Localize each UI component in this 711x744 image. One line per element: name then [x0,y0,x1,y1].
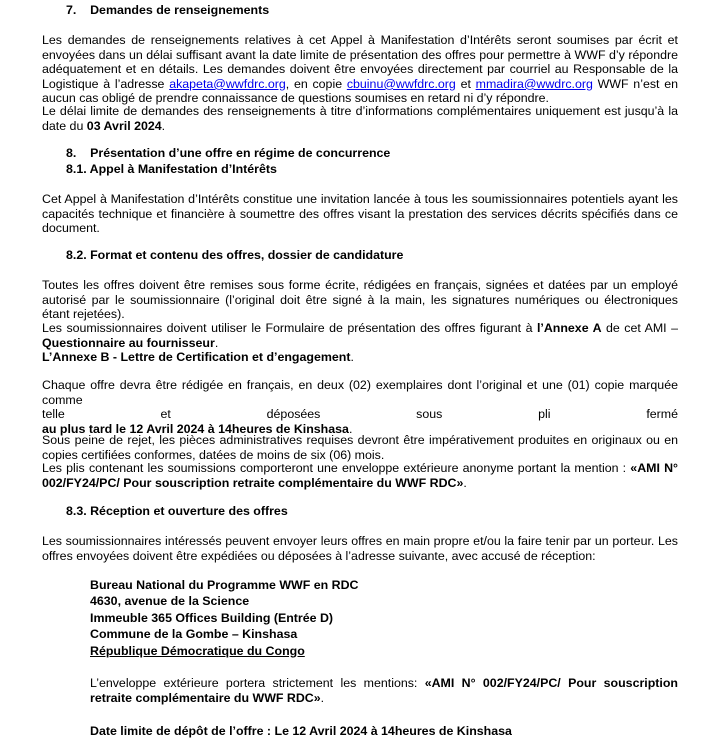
address-line: Bureau National du Programme WWF en RDC [90,578,359,592]
envelope-instructions: L’enveloppe extérieure portera strictement les mentions: «AMI N° 002/FY24/PC/ Pour souscription retraite complémentaire du WWF RDC». [90,676,678,705]
section-7-paragraph-2: Le délai limite de demandes des renseignements à titre d’informations complémentaires uniquement est jusqu’à la date du 03 Avril 2024. [42,104,678,133]
subsection-8-2-paragraph-4: Sous peine de rejet, les pièces administratives requises devront être impérativement produites en originaux ou en copies certifiées conformes, datées de moins de six (06) mois. [42,433,678,462]
subsection-8-2-paragraph-1: Toutes les offres doivent être remises sous forme écrite, rédigées en français, signées et datées par un employé autorisé par le soumissionnaire (l’original doit être signé à la main, les signatures numériques ou électroniques étant rejetées). [42,278,678,322]
address-line: République Démocratique du Congo [90,643,305,658]
questionnaire-ref: Questionnaire au fournisseur [42,335,215,350]
subsection-8-2-paragraph-2: Les soumissionnaires doivent utiliser le Formulaire de présentation des offres figurant à l’Annexe A de cet AMI – Questionnaire au fournisseur. L’Annexe B - Lettre de Certification et d’engagement. [42,321,678,365]
envelope-mention: «AMI N° 002/FY24/PC/ Pour souscription retraite complémentaire du WWF RDC» [42,461,678,490]
final-deadline: Date limite de dépôt de l’offre : Le 12 Avril 2024 à 14heures de Kinshasa [90,724,512,738]
section-8-heading: 8. Présentation d’une offre en régime de concurrence [66,146,391,160]
address-line: Immeuble 365 Offices Building (Entrée D) [90,610,334,625]
annex-a-ref: l’Annexe A [536,321,602,335]
subsection-8-1-paragraph: Cet Appel à Manifestation d’Intérêts constitue une invitation lancée à tous les soumissionnaires potentiels ayant les capacités technique et financière à soumettre des offres visant la prestation des services décrits spécifiés dans ce document. [42,192,678,236]
email-link-mmadira[interactable]: mmadira@wwdrc.org [475,76,593,91]
email-link-cbuinu[interactable]: cbuinu@wwfdrc.org [346,76,456,91]
delivery-address [90,577,359,659]
subsection-8-1-heading: 8.1. Appel à Manifestation d’Intérêts [66,162,277,176]
address-line: 4630, avenue de la Science [90,594,250,609]
subsection-8-2-paragraph-3: Chaque offre devra être rédigée en français, en deux (02) exemplaires dont l’original et une (01) copie marquée comme telle et déposées sous pli fermé au plus tard le 12 Avril 2024 à 14heures de Kinshasa. [42,378,678,436]
envelope-mention-strict: «AMI N° 002/FY24/PC/ Pour souscription retraite complémentaire du WWF RDC» [90,676,678,705]
submission-deadline: au plus tard le 12 Avril 2024 à 14heures de Kinshasa [42,421,349,436]
subsection-8-2-heading: 8.2. Format et contenu des offres, dossier de candidature [66,248,404,262]
inquiry-deadline: 03 Avril 2024 [86,118,162,133]
annex-b-ref: L’Annexe B - Lettre de Certification et d’engagement [42,350,351,365]
email-link-akapeta[interactable]: akapeta@wwfdrc.org [169,76,286,91]
subsection-8-2-paragraph-5: Les plis contenant les soumissions comporteront une enveloppe extérieure anonyme portant la mention : «AMI N° 002/FY24/PC/ Pour souscription retraite complémentaire du WWF RDC». [42,461,678,490]
section-7-heading: 7. Demandes de renseignements [66,3,270,17]
section-7-paragraph-1: Les demandes de renseignements relatives à cet Appel à Manifestation d’Intérêts seront soumises par écrit et envoyées dans un délai suffisant avant la date limite de présentation des offres pour permettre à WWF d’y répondre adéquatement et en détails. Les demandes doivent être envoyées directement par courriel au Responsable de la Logistique à l’adresse akapeta@wwfdrc.org, en copie cbuinu@wwfdrc.org et mmadira@wwdrc.org WWF n’est en aucun cas obligé de prendre connaissance de questions soumises en retard ni d’y répondre. [42,33,678,106]
address-line: Commune de la Gombe – Kinshasa [90,627,298,642]
subsection-8-3-paragraph: Les soumissionnaires intéressés peuvent envoyer leurs offres en main propre et/ou la faire tenir par un porteur. Les offres envoyées doivent être expédiées ou déposées à l’adresse suivante, avec accusé de réception: [42,534,678,563]
subsection-8-3-heading: 8.3. Réception et ouverture des offres [66,504,288,518]
